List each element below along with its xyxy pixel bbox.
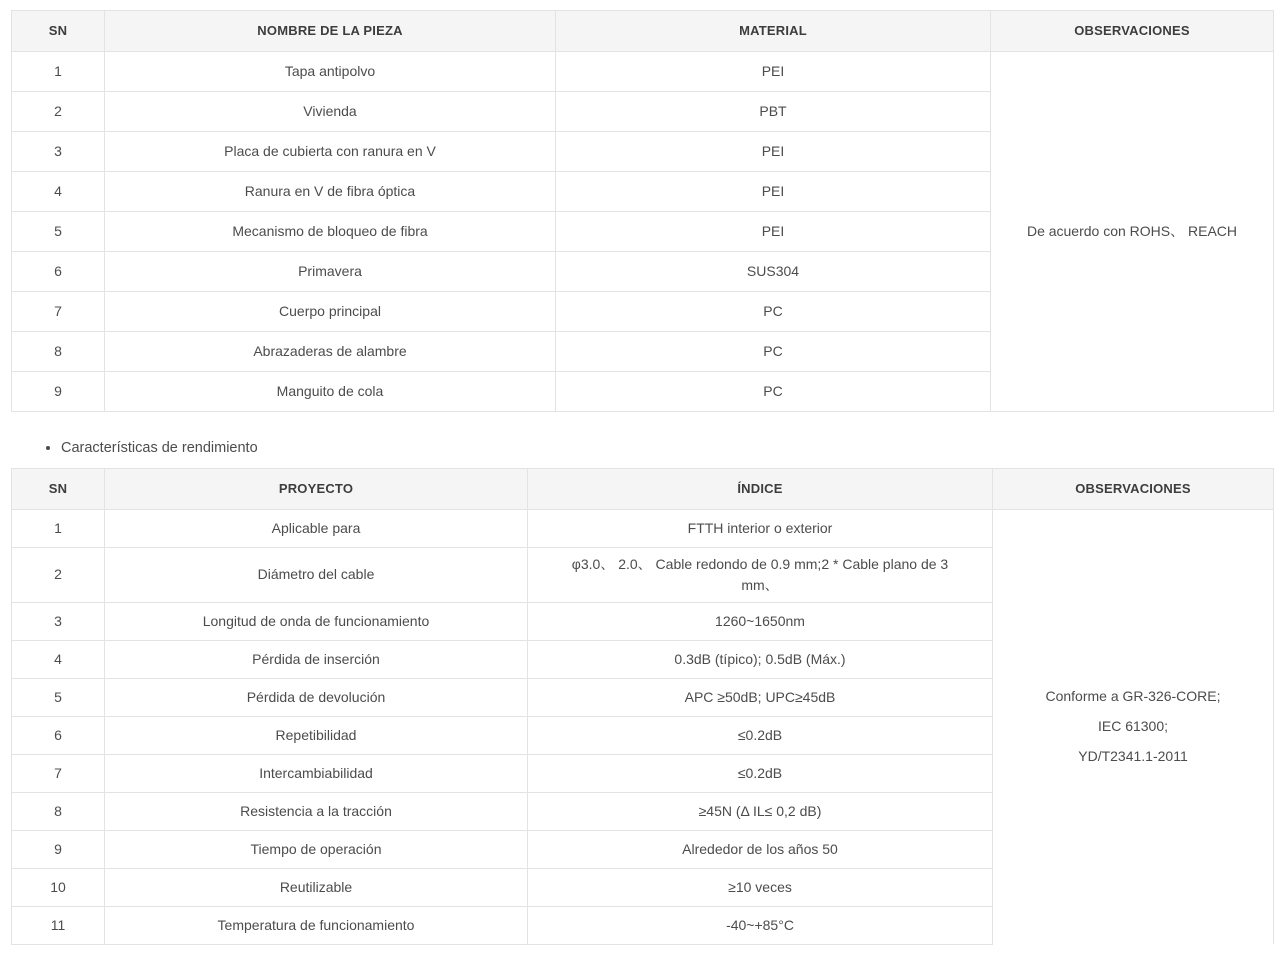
cell-sn: 8 — [12, 332, 105, 372]
cell-indice: -40~+85°C — [528, 906, 993, 944]
parts-table — [11, 10, 1274, 412]
cell-sn: 4 — [12, 172, 105, 212]
cell-sn: 9 — [12, 372, 105, 412]
cell-proyecto: Tiempo de operación — [105, 830, 528, 868]
cell-sn: 3 — [12, 132, 105, 172]
cell-indice: Alrededor de los años 50 — [528, 830, 993, 868]
cell-proyecto: Intercambiabilidad — [105, 754, 528, 792]
cell-proyecto: Temperatura de funcionamiento — [105, 906, 528, 944]
cell-proyecto: Aplicable para — [105, 509, 528, 547]
cell-nombre: Placa de cubierta con ranura en V — [105, 132, 556, 172]
performance-table — [11, 468, 1274, 945]
cell-sn: 5 — [12, 212, 105, 252]
cell-sn: 8 — [12, 792, 105, 830]
cell-indice: ≥10 veces — [528, 868, 993, 906]
cell-sn: 11 — [12, 906, 105, 944]
cell-observaciones-merged: De acuerdo con ROHS、 REACH — [991, 52, 1274, 412]
performance-header-indice: ÍNDICE — [528, 468, 993, 509]
cell-sn: 4 — [12, 640, 105, 678]
cell-nombre: Manguito de cola — [105, 372, 556, 412]
cell-sn: 10 — [12, 868, 105, 906]
cell-indice: FTTH interior o exterior — [528, 509, 993, 547]
cell-material: PC — [556, 292, 991, 332]
cell-sn: 1 — [12, 52, 105, 92]
cell-sn: 7 — [12, 292, 105, 332]
cell-indice: APC ≥50dB; UPC≥45dB — [528, 678, 993, 716]
cell-sn: 2 — [12, 92, 105, 132]
cell-sn: 9 — [12, 830, 105, 868]
cell-indice: φ3.0、 2.0、 Cable redondo de 0.9 mm;2 * Cable plano de 3 mm、 — [528, 547, 993, 602]
performance-header-sn: SN — [12, 468, 105, 509]
cell-nombre: Mecanismo de bloqueo de fibra — [105, 212, 556, 252]
cell-proyecto: Pérdida de inserción — [105, 640, 528, 678]
cell-material: SUS304 — [556, 252, 991, 292]
cell-nombre: Cuerpo principal — [105, 292, 556, 332]
parts-header-material: MATERIAL — [556, 11, 991, 52]
section-heading-list — [11, 439, 1273, 459]
cell-nombre: Primavera — [105, 252, 556, 292]
cell-material: PC — [556, 332, 991, 372]
parts-header-sn: SN — [12, 11, 105, 52]
cell-proyecto: Diámetro del cable — [105, 547, 528, 602]
cell-nombre: Tapa antipolvo — [105, 52, 556, 92]
performance-header-row — [12, 468, 1274, 509]
performance-header-proyecto: PROYECTO — [105, 468, 528, 509]
cell-observaciones-merged — [993, 509, 1274, 944]
parts-header-nombre: NOMBRE DE LA PIEZA — [105, 11, 556, 52]
cell-indice: ≥45N (Δ IL≤ 0,2 dB) — [528, 792, 993, 830]
performance-header-observaciones: OBSERVACIONES — [993, 468, 1274, 509]
parts-header-row — [12, 11, 1274, 52]
cell-nombre: Ranura en V de fibra óptica — [105, 172, 556, 212]
section-heading: • Características de rendimiento — [61, 439, 1273, 459]
parts-header-observaciones: OBSERVACIONES — [991, 11, 1274, 52]
table-row — [12, 509, 1274, 547]
cell-indice: 0.3dB (típico); 0.5dB (Máx.) — [528, 640, 993, 678]
cell-material: PEI — [556, 52, 991, 92]
cell-indice: ≤0.2dB — [528, 754, 993, 792]
cell-proyecto: Resistencia a la tracción — [105, 792, 528, 830]
cell-material: PEI — [556, 172, 991, 212]
cell-sn: 1 — [12, 509, 105, 547]
cell-material: PEI — [556, 212, 991, 252]
cell-proyecto: Pérdida de devolución — [105, 678, 528, 716]
cell-sn: 6 — [12, 252, 105, 292]
cell-proyecto: Repetibilidad — [105, 716, 528, 754]
cell-material: PC — [556, 372, 991, 412]
cell-sn: 2 — [12, 547, 105, 602]
cell-sn: 3 — [12, 602, 105, 640]
observacion-line: YD/T2341.1-2011 — [1078, 748, 1188, 765]
cell-sn: 5 — [12, 678, 105, 716]
cell-indice: 1260~1650nm — [528, 602, 993, 640]
cell-proyecto: Longitud de onda de funcionamiento — [105, 602, 528, 640]
cell-material: PBT — [556, 92, 991, 132]
observacion-line: IEC 61300; — [1097, 718, 1169, 735]
cell-proyecto: Reutilizable — [105, 868, 528, 906]
observacion-line: Conforme a GR-326-CORE; — [1045, 688, 1221, 705]
cell-nombre: Vivienda — [105, 92, 556, 132]
cell-indice: ≤0.2dB — [528, 716, 993, 754]
cell-nombre: Abrazaderas de alambre — [105, 332, 556, 372]
cell-sn: 6 — [12, 716, 105, 754]
table-row — [12, 52, 1274, 92]
cell-sn: 7 — [12, 754, 105, 792]
cell-material: PEI — [556, 132, 991, 172]
